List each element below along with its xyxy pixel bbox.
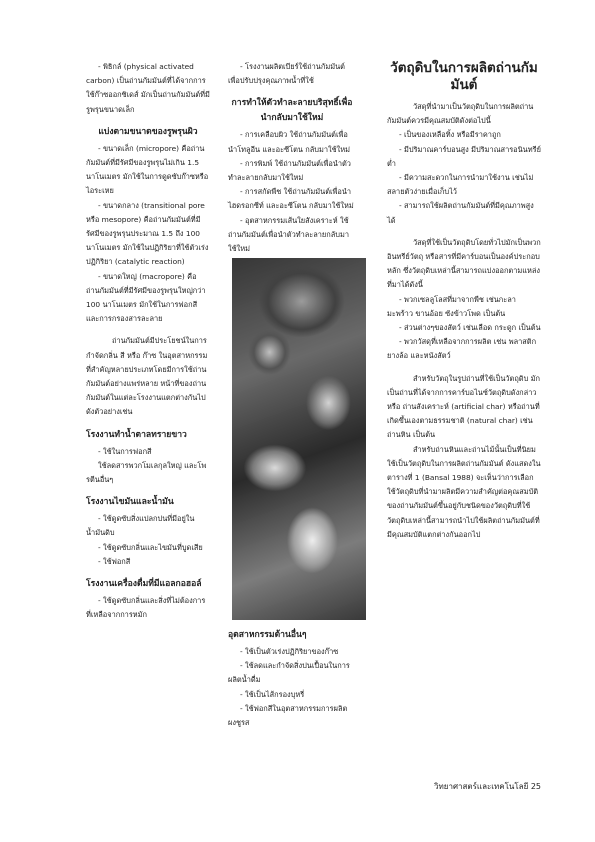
list-item: - ใช้ฟอกสี (98, 556, 131, 566)
list-item: - เป็นของเหลือทิ้ง หรือมีราคาถูก (399, 130, 501, 140)
paragraph: สำหรับถ่านหินและถ่านไม้นั้นเป็นที่นิยมใช้เป็นวัตถุดิบในการผลิตถ่านกัมมันต์ ดังแสดงในตารางที่ 1 (Bansal 1988) จะเห็นว่าการเลือกใช้วัตถุดิบที่นำมาผลิตมีความสำคัญต่อคุณสมบัติของถ่านกัมมันต์ขึ้นอยู่กับชนิดของวัตถุดิบที่ใช้ วัตถุดิบเหล่านี้สามารถนำไปใช้ผลิตถ่านกัมมันต์ที่มีคุณสมบัติแตกต่างกันออกไป (387, 444, 541, 539)
text-column-3 (387, 60, 541, 542)
list-item: - ใช้ในการฟอกสี (98, 446, 152, 456)
text-column-2 (228, 60, 356, 256)
list-item: - ใช้ดูดซับกลิ่นและสิ่งที่ไม่ต้องการที่เหลือจากการหมัก (86, 596, 206, 620)
paragraph: - ขนาดเล็ก (micropore) คือถ่านกัมมันต์ที่มีรัศมีของรูพรุนไม่เกิน 1.5 นาโนเมตร มักใช้ในการดูดซับก๊าซหรือไอระเหย (86, 143, 209, 196)
paragraph: วัสดุที่นำมาเป็นวัตถุดิบในการผลิตถ่านกัมมันต์ควรมีคุณสมบัติดังต่อไปนี้ (387, 102, 534, 126)
article-heading: วัตถุดิบในการผลิตถ่านกัมมันต์ (390, 60, 538, 93)
list-item: - ใช้เป็นตัวเร่งปฏิกิริยาของก๊าซ (240, 647, 339, 656)
list-item: - โรงงานผลิตเบียร์ใช้ถ่านกัมมันต์เพื่อปรับปรุงคุณภาพน้ำที่ใช้ (228, 62, 345, 86)
section-heading: อุตสาหกรรมด้านอื่นๆ (228, 630, 307, 640)
paragraph: วัสดุที่ใช้เป็นวัตถุดิบโดยทั่วไปมักเป็นพวกอินทรีย์วัตถุ หรือสารที่มีคาร์บอนเป็นองค์ประกอบหลัก ซึ่งวัตถุดิบเหล่านี้สามารถแบ่งออกตามแหล่งที่มาได้ดังนี้ (387, 237, 541, 290)
list-item: - ใช้ฟอกสีในอุตสาหกรรมการผลิตผงชูรส (228, 703, 348, 728)
paragraph: ถ่านกัมมันต์มีประโยชน์ในการกำจัดกลิ่น สี หรือ ก๊าซ ในอุตสาหกรรมที่สำคัญหลายประเภทโดยมีการใช้ถ่านกัมมันต์อย่างแพร่หลาย หน้าที่ของถ่านกัมมันต์ในแต่ละโรงงานแตกต่างกันไป ดังตัวอย่างเช่น (86, 336, 208, 417)
section-heading: โรงงานเครื่องดื่มที่มีแอลกอฮอล์ (86, 579, 202, 590)
list-item: - มีปริมาณคาร์บอนสูง มีปริมาณสารอนินทรีย์ต่ำ (387, 144, 541, 168)
list-item: - ใช้ลดและกำจัดสิ่งปนเปื้อนในการผลิตน้ำดื่ม (228, 661, 350, 685)
list-item: - พวกเซลลูโลสที่มาจากพืช เช่นกะลามะพร้าว ขานอ้อย ซังข้าวโพด เป็นต้น (387, 294, 516, 318)
list-item: - ส่วนต่างๆของสัตว์ เช่นเลือด กระดูก เป็นต้น (399, 323, 541, 333)
list-item: - การพิมพ์ ใช้ถ่านกัมมันต์เพื่อนำตัวทำละลายกลับมาใช้ใหม่ (228, 158, 351, 183)
page-footer: วิทยาศาสตร์และเทคโนโลยี 25 (434, 782, 541, 791)
paragraph: สำหรับวัตถุในรูปถ่านที่ใช้เป็นวัตถุดิบ มักเป็นถ่านที่ได้จากการคาร์บอไนซ์วัตถุดิบดังกล่าว หรือ ถ่านสังเคราะห์ (artificial char) หรือถ่านที่เกิดขึ้นเองตามธรรมชาติ (natural char) เช่น ถ่านหิน เป็นต้น (387, 373, 540, 440)
section-heading: การทำให้ตัวทำละลายบริสุทธิ์เพื่อนำกลับมาใช้ใหม่ (231, 98, 353, 124)
text-column-2-lower (228, 628, 356, 730)
list-item: - พวกวัสดุที่เหลือจากการผลิต เช่น พลาสติก ยางล้อ และหนังสัตว์ (387, 337, 537, 361)
charcoal-photo (232, 258, 366, 620)
list-item: - มีความสะดวกในการนำมาใช้งาน เช่นไม่สลายตัวง่ายเมื่อเก็บไว้ (387, 173, 534, 197)
paragraph: - ขนาดกลาง (transitional pore หรือ mesopore) คือถ่านกัมมันต์ที่มีรัศมีของรูพรุนประมาณ 1.5 ถึง 100 นาโนเมตร มักใช้ในปฏิกิริยาที่ใช้ตัวเร่งปฏิกิริยา (catalytic reaction) (86, 200, 209, 267)
list-item: - ใช้เป็นไส้กรองบุหรี่ (240, 689, 305, 699)
list-item: - การเคลือบผิว ใช้ถ่านกัมมันต์เพื่อนำโทลูอีน และอะซีโตน กลับมาใช้ใหม่ (228, 130, 350, 154)
paragraph: - ขนาดใหญ่ (macropore) คือถ่านกัมมันต์ที่มีรัศมีของรูพรุนใหญ่กว่า 100 นาโนเมตร มักใช้ในการฟอกสีและการกรองสารละลาย (86, 271, 206, 324)
list-item: ใช้ลดสารพวกโมเลกุลใหญ่ และโพรตีนอื่นๆ (86, 460, 207, 485)
section-heading: โรงงานไขมันและน้ำมัน (86, 497, 174, 508)
list-item: - การสกัดพืช ใช้ถ่านกัมมันต์เพื่อนำไฮดรอกซีท์ และอะซีโตน กลับมาใช้ใหม่ (228, 187, 354, 211)
list-item: - ใช้ดูดซับสิ่งแปลกปนที่มีอยู่ในน้ำมันดิบ (86, 514, 195, 538)
paragraph: - พิธิกล์ (physical activated carbon) เป็นถ่านกัมมันต์ที่ได้จากการใช้ก๊าซออกซิเดส์ มักเป็นถ่านกัมมันต์ที่มีรูพรุนขนาดเล็ก (86, 62, 210, 114)
list-item: - สามารถใช้ผลิตถ่านกัมมันต์ที่มีคุณภาพสูงได้ (387, 201, 534, 225)
list-item: - ใช้ดูดซับกลิ่นและไขมันที่บูดเสีย (98, 542, 203, 552)
section-heading: แบ่งตามขนาดของรูพรุนผิว (98, 126, 198, 137)
section-heading: โรงงานทำน้ำตาลทรายขาว (86, 429, 187, 440)
text-column-1 (86, 60, 210, 623)
list-item: - อุตสาหกรรมเส้นใยสังเคราะห์ ใช้ถ่านกัมมันต์เพื่อนำตัวทำละลายกลับมาใช้ใหม่ (228, 215, 349, 254)
